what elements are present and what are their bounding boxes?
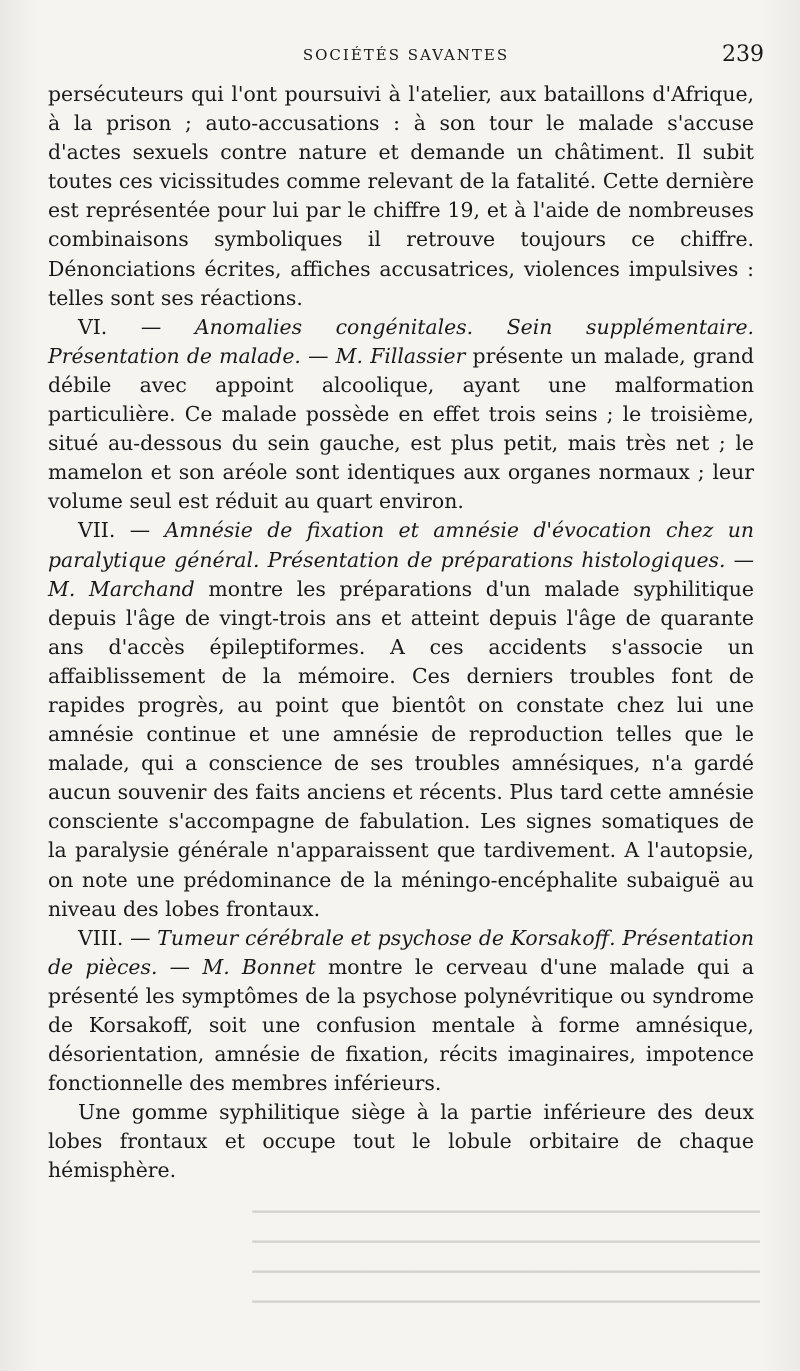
bleed-through-decoration: ▁▁▁▁▁▁▁▁▁▁▁▁▁▁▁▁▁▁▁▁▁▁▁▁▁▁▁▁▁▁▁▁▁▁▁▁▁▁▁▁▁▁▁▁	[252, 1225, 760, 1243]
running-head	[48, 42, 764, 72]
section-number: VII.	[78, 518, 116, 543]
dash: —	[300, 343, 336, 368]
section-text: montre le cerveau d'une malade qui a présenté les symptômes de la psychose polynévritique ou syndrome de Korsakoff, soit une confusion mentale à forme amnésique, désorientation, amnésie de fixation, récits imaginaires, impotence fonctionnelle des membres inférieurs.	[48, 954, 754, 1096]
section-title: Tumeur cérébrale et psychose de Korsakoff. Présentation de pièces.	[48, 925, 755, 979]
running-title: SOCIÉTÉS SAVANTES	[302, 46, 510, 64]
author-name: M. Fillassier	[335, 343, 466, 368]
paragraph-final: Une gomme syphilitique siège à la partie inférieure des deux lobes frontaux et occupe tout le lobule orbitaire de chaque hémisphère.	[48, 1100, 754, 1183]
paragraph-continuation: persécuteurs qui l'ont poursuivi à l'atelier, aux bataillons d'Afrique, à la prison ; auto-accusations : à son tour le malade s'accuse d'actes sexuels contre nature et demande un châtiment. Il subit toutes ces vicissitudes comme relevant de la fatalité. Cette dernière est représentée pour lui par le chiffre 19, et à l'aide de nombreuses combinaisons symboliques il retrouve toujours ce chiffre. Dénonciations écrites, affiches accusatrices, violences impulsives : telles sont ses réactions.	[48, 82, 754, 310]
section-title: Amnésie de fixation et amnésie d'évocation chez un paralytique général. Présentation de préparations histologiques.	[48, 518, 754, 572]
section-vi	[48, 313, 754, 517]
author-name: M. Bonnet	[202, 954, 316, 979]
bleed-through-decoration: ▁▁▁▁▁▁▁▁▁▁▁▁▁▁▁▁▁▁▁▁▁▁▁▁▁▁▁▁▁▁▁▁▁▁▁▁▁▁▁▁▁▁▁▁	[252, 1285, 760, 1303]
section-number: VIII.	[78, 925, 124, 950]
section-viii	[48, 924, 754, 1099]
bleed-through-decoration: ▁▁▁▁▁▁▁▁▁▁▁▁▁▁▁▁▁▁▁▁▁▁▁▁▁▁▁▁▁▁▁▁▁▁▁▁▁▁▁▁▁▁▁▁	[252, 1255, 760, 1273]
dash: —	[725, 547, 754, 572]
page-number: 239	[722, 42, 764, 67]
section-text: montre les préparations d'un malade syphilitique depuis l'âge de vingt-trois ans et atteint depuis l'âge de quarante ans d'accès épileptiformes. A ces accidents s'associe un affaiblissement de la mémoire. Ces derniers troubles font de rapides progrès, au point que bientôt on constate chez lui une amnésie continue et une amnésie de reproduction telles que le malade, qui a conscience de ses troubles amnésiques, n'a gardé aucun souvenir des faits anciens et récents. Plus tard cette amnésie consciente s'accompagne de fabulation. Les signes somatiques de la paralysie générale n'apparaissent que tardivement. A l'autopsie, on note une prédominance de la méningo-encéphalite subaiguë au niveau des lobes frontaux.	[48, 576, 754, 921]
dash: —	[107, 314, 195, 339]
section-vii	[48, 516, 754, 923]
dash: —	[157, 954, 203, 979]
section-title: Anomalies congénitales. Sein supplémentaire. Présentation de malade.	[48, 314, 754, 368]
body-text	[48, 80, 754, 1186]
dash: —	[123, 925, 158, 950]
dash: —	[115, 518, 165, 543]
author-name: M. Marchand	[48, 576, 195, 601]
bleed-through-decoration: ▁▁▁▁▁▁▁▁▁▁▁▁▁▁▁▁▁▁▁▁▁▁▁▁▁▁▁▁▁▁▁▁▁▁▁▁▁▁▁▁▁▁▁▁	[252, 1195, 760, 1213]
section-text: présente un malade, grand débile avec appoint alcoolique, ayant une malformation particulière. Ce malade possède en effet trois seins ; le troisième, situé au-dessous du sein gauche, est plus petit, mais très net ; le mamelon et son aréole sont identiques aux organes normaux ; leur volume seul est réduit au quart environ.	[48, 343, 755, 514]
section-number: VI.	[78, 314, 108, 339]
